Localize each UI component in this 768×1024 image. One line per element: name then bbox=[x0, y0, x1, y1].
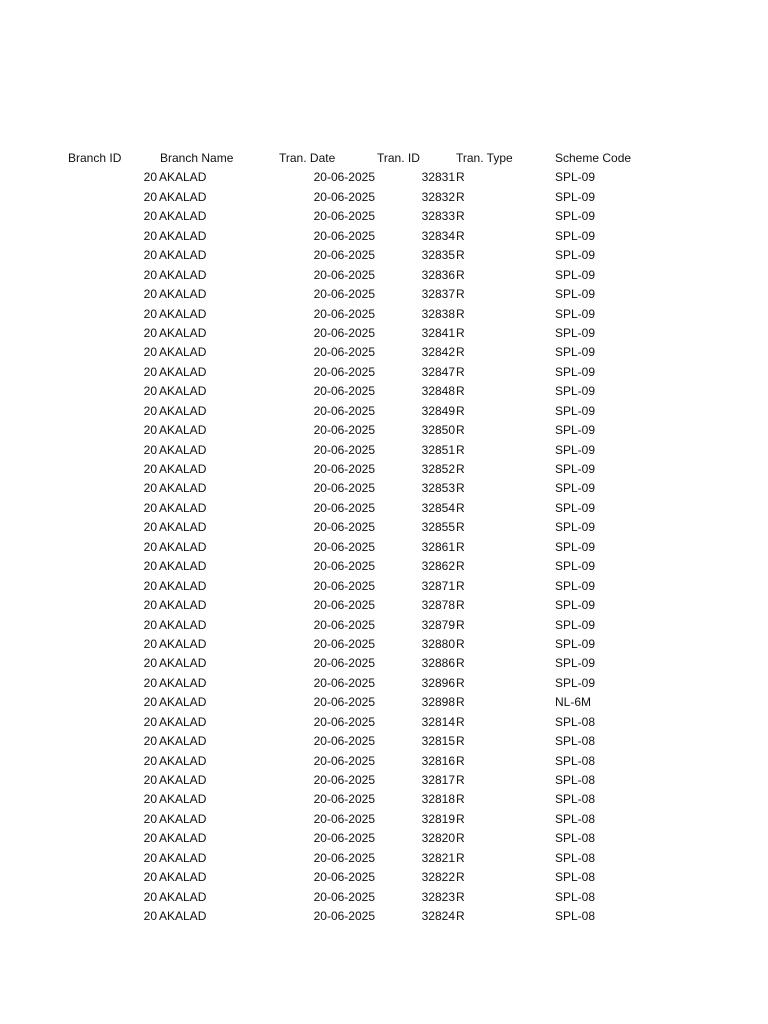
cell-tran-date: 20-06-2025 bbox=[313, 462, 375, 476]
cell-tran-date: 20-06-2025 bbox=[313, 811, 375, 826]
table-row bbox=[0, 693, 768, 712]
cell-branch-name: AKALAD bbox=[159, 481, 207, 496]
cell-tran-date: 20-06-2025 bbox=[313, 753, 375, 768]
cell-tran-id: 32878 bbox=[421, 598, 455, 613]
cell-scheme-code: SPL-09 bbox=[555, 462, 596, 476]
table-row bbox=[0, 868, 768, 887]
cell-branch-name: AKALAD bbox=[159, 364, 207, 379]
cell-tran-id: 32832 bbox=[421, 189, 455, 204]
cell-scheme-code: SPL-08 bbox=[555, 753, 596, 768]
cell-branch-name: AKALAD bbox=[159, 598, 207, 613]
cell-tran-type: R bbox=[456, 656, 465, 671]
cell-scheme-code: SPL-09 bbox=[555, 481, 596, 496]
cell-branch-name: AKALAD bbox=[159, 714, 207, 729]
cell-tran-id: 32824 bbox=[421, 909, 455, 924]
table-row bbox=[0, 577, 768, 596]
cell-branch-name: AKALAD bbox=[159, 675, 207, 690]
cell-scheme-code: SPL-09 bbox=[555, 287, 596, 302]
cell-branch-id: 20 bbox=[143, 403, 157, 418]
cell-tran-date: 20-06-2025 bbox=[313, 189, 375, 204]
cell-tran-id: 32823 bbox=[421, 889, 455, 904]
cell-tran-id: 32831 bbox=[421, 170, 455, 185]
cell-scheme-code: SPL-08 bbox=[555, 811, 596, 826]
cell-scheme-code: SPL-09 bbox=[555, 598, 596, 613]
cell-tran-date: 20-06-2025 bbox=[313, 500, 375, 515]
cell-tran-type: R bbox=[456, 520, 465, 535]
cell-tran-date: 20-06-2025 bbox=[313, 539, 375, 554]
cell-branch-name: AKALAD bbox=[159, 403, 207, 418]
cell-branch-name: AKALAD bbox=[159, 325, 207, 340]
table-row bbox=[0, 207, 768, 226]
cell-tran-type: R bbox=[456, 423, 465, 438]
header-tran-id: Tran. ID bbox=[377, 151, 420, 165]
table-row bbox=[0, 829, 768, 848]
transaction-sheet bbox=[0, 149, 768, 927]
cell-branch-name: AKALAD bbox=[159, 734, 207, 749]
cell-tran-id: 32871 bbox=[421, 578, 455, 593]
table-row bbox=[0, 343, 768, 362]
cell-tran-date: 20-06-2025 bbox=[313, 831, 375, 846]
cell-branch-id: 20 bbox=[143, 345, 157, 360]
cell-branch-name: AKALAD bbox=[159, 870, 207, 885]
cell-scheme-code: SPL-09 bbox=[555, 403, 596, 418]
cell-tran-date: 20-06-2025 bbox=[313, 267, 375, 282]
cell-tran-type: R bbox=[456, 811, 465, 826]
table-row bbox=[0, 460, 768, 479]
table-row bbox=[0, 402, 768, 421]
cell-tran-id: 32833 bbox=[421, 209, 455, 224]
cell-tran-id: 32898 bbox=[421, 695, 455, 710]
cell-scheme-code: SPL-08 bbox=[555, 714, 596, 729]
cell-branch-name: AKALAD bbox=[159, 889, 207, 904]
cell-scheme-code: SPL-09 bbox=[555, 228, 596, 243]
cell-branch-id: 20 bbox=[143, 423, 157, 438]
cell-scheme-code: SPL-09 bbox=[555, 578, 596, 593]
table-row bbox=[0, 518, 768, 537]
cell-branch-id: 20 bbox=[143, 248, 157, 263]
cell-tran-type: R bbox=[456, 403, 465, 418]
table-row bbox=[0, 752, 768, 771]
cell-branch-name: AKALAD bbox=[159, 617, 207, 632]
cell-tran-date: 20-06-2025 bbox=[313, 792, 375, 807]
cell-branch-name: AKALAD bbox=[159, 189, 207, 204]
cell-branch-name: AKALAD bbox=[159, 287, 207, 302]
cell-tran-id: 32818 bbox=[421, 792, 455, 807]
cell-scheme-code: SPL-09 bbox=[555, 345, 596, 360]
cell-tran-id: 32852 bbox=[421, 462, 455, 476]
cell-tran-id: 32817 bbox=[421, 773, 455, 787]
cell-scheme-code: SPL-09 bbox=[555, 500, 596, 515]
cell-tran-date: 20-06-2025 bbox=[313, 656, 375, 671]
cell-branch-name: AKALAD bbox=[159, 462, 207, 476]
table-row bbox=[0, 616, 768, 635]
cell-tran-type: R bbox=[456, 773, 465, 787]
table-row bbox=[0, 888, 768, 907]
cell-scheme-code: SPL-08 bbox=[555, 773, 596, 787]
cell-branch-name: AKALAD bbox=[159, 539, 207, 554]
cell-branch-id: 20 bbox=[143, 870, 157, 885]
table-row bbox=[0, 635, 768, 654]
cell-tran-id: 32861 bbox=[421, 539, 455, 554]
table-row bbox=[0, 168, 768, 187]
header-row bbox=[0, 149, 768, 168]
cell-tran-id: 32835 bbox=[421, 248, 455, 263]
cell-tran-id: 32819 bbox=[421, 811, 455, 826]
cell-scheme-code: SPL-09 bbox=[555, 617, 596, 632]
cell-tran-type: R bbox=[456, 909, 465, 924]
cell-branch-name: AKALAD bbox=[159, 578, 207, 593]
cell-scheme-code: SPL-08 bbox=[555, 792, 596, 807]
table-row bbox=[0, 266, 768, 285]
cell-scheme-code: SPL-09 bbox=[555, 364, 596, 379]
cell-branch-id: 20 bbox=[143, 228, 157, 243]
cell-tran-type: R bbox=[456, 850, 465, 865]
cell-tran-date: 20-06-2025 bbox=[313, 287, 375, 302]
cell-branch-id: 20 bbox=[143, 811, 157, 826]
cell-tran-id: 32834 bbox=[421, 228, 455, 243]
cell-tran-type: R bbox=[456, 306, 465, 321]
cell-branch-name: AKALAD bbox=[159, 209, 207, 224]
cell-scheme-code: SPL-08 bbox=[555, 734, 596, 749]
cell-tran-date: 20-06-2025 bbox=[313, 209, 375, 224]
cell-scheme-code: SPL-09 bbox=[555, 656, 596, 671]
table-row bbox=[0, 499, 768, 518]
table-row bbox=[0, 907, 768, 926]
table-row bbox=[0, 188, 768, 207]
cell-tran-id: 32880 bbox=[421, 636, 455, 651]
cell-scheme-code: SPL-09 bbox=[555, 209, 596, 224]
cell-tran-date: 20-06-2025 bbox=[313, 384, 375, 399]
cell-branch-id: 20 bbox=[143, 850, 157, 865]
cell-tran-id: 32815 bbox=[421, 734, 455, 749]
table-row bbox=[0, 654, 768, 673]
cell-branch-id: 20 bbox=[143, 539, 157, 554]
cell-tran-date: 20-06-2025 bbox=[313, 870, 375, 885]
cell-scheme-code: SPL-08 bbox=[555, 909, 596, 924]
cell-branch-id: 20 bbox=[143, 889, 157, 904]
cell-tran-id: 32814 bbox=[421, 714, 455, 729]
cell-tran-type: R bbox=[456, 267, 465, 282]
table-row bbox=[0, 363, 768, 382]
cell-branch-id: 20 bbox=[143, 773, 157, 787]
cell-tran-type: R bbox=[456, 170, 465, 185]
cell-branch-id: 20 bbox=[143, 734, 157, 749]
cell-scheme-code: SPL-08 bbox=[555, 831, 596, 846]
cell-scheme-code: SPL-09 bbox=[555, 189, 596, 204]
cell-branch-id: 20 bbox=[143, 675, 157, 690]
cell-tran-type: R bbox=[456, 714, 465, 729]
cell-scheme-code: SPL-09 bbox=[555, 170, 596, 185]
cell-branch-id: 20 bbox=[143, 364, 157, 379]
cell-scheme-code: SPL-09 bbox=[555, 384, 596, 399]
cell-tran-date: 20-06-2025 bbox=[313, 889, 375, 904]
cell-branch-name: AKALAD bbox=[159, 909, 207, 924]
cell-tran-type: R bbox=[456, 559, 465, 574]
cell-tran-type: R bbox=[456, 636, 465, 651]
cell-branch-name: AKALAD bbox=[159, 559, 207, 574]
cell-branch-id: 20 bbox=[143, 714, 157, 729]
cell-tran-date: 20-06-2025 bbox=[313, 714, 375, 729]
cell-branch-id: 20 bbox=[143, 695, 157, 710]
cell-tran-id: 32836 bbox=[421, 267, 455, 282]
cell-branch-id: 20 bbox=[143, 306, 157, 321]
cell-branch-name: AKALAD bbox=[159, 792, 207, 807]
cell-scheme-code: SPL-09 bbox=[555, 559, 596, 574]
cell-tran-type: R bbox=[456, 248, 465, 263]
cell-tran-date: 20-06-2025 bbox=[313, 442, 375, 457]
cell-tran-date: 20-06-2025 bbox=[313, 636, 375, 651]
cell-branch-id: 20 bbox=[143, 500, 157, 515]
header-branch-id: Branch ID bbox=[68, 151, 122, 165]
cell-tran-id: 32821 bbox=[421, 850, 455, 865]
cell-branch-id: 20 bbox=[143, 598, 157, 613]
cell-tran-type: R bbox=[456, 753, 465, 768]
cell-tran-date: 20-06-2025 bbox=[313, 170, 375, 185]
table-row bbox=[0, 285, 768, 304]
cell-branch-id: 20 bbox=[143, 442, 157, 457]
cell-tran-date: 20-06-2025 bbox=[313, 325, 375, 340]
cell-scheme-code: SPL-08 bbox=[555, 850, 596, 865]
cell-tran-type: R bbox=[456, 889, 465, 904]
table-row bbox=[0, 849, 768, 868]
header-tran-date: Tran. Date bbox=[279, 151, 336, 165]
table-row bbox=[0, 732, 768, 751]
cell-tran-id: 32841 bbox=[421, 325, 455, 340]
cell-branch-id: 20 bbox=[143, 287, 157, 302]
cell-branch-id: 20 bbox=[143, 578, 157, 593]
cell-tran-id: 32896 bbox=[421, 675, 455, 690]
cell-scheme-code: SPL-09 bbox=[555, 306, 596, 321]
cell-tran-id: 32849 bbox=[421, 403, 455, 418]
cell-tran-date: 20-06-2025 bbox=[313, 617, 375, 632]
cell-tran-date: 20-06-2025 bbox=[313, 598, 375, 613]
cell-tran-date: 20-06-2025 bbox=[313, 909, 375, 924]
cell-branch-name: AKALAD bbox=[159, 228, 207, 243]
table-row bbox=[0, 324, 768, 343]
cell-branch-name: AKALAD bbox=[159, 656, 207, 671]
cell-branch-name: AKALAD bbox=[159, 306, 207, 321]
cell-branch-name: AKALAD bbox=[159, 500, 207, 515]
cell-tran-date: 20-06-2025 bbox=[313, 734, 375, 749]
cell-branch-name: AKALAD bbox=[159, 442, 207, 457]
table-row bbox=[0, 382, 768, 401]
cell-branch-name: AKALAD bbox=[159, 753, 207, 768]
cell-tran-date: 20-06-2025 bbox=[313, 248, 375, 263]
table-row bbox=[0, 227, 768, 246]
table-row bbox=[0, 538, 768, 557]
cell-tran-type: R bbox=[456, 675, 465, 690]
cell-branch-id: 20 bbox=[143, 909, 157, 924]
cell-tran-type: R bbox=[456, 500, 465, 515]
cell-branch-name: AKALAD bbox=[159, 850, 207, 865]
cell-scheme-code: NL-6M bbox=[555, 695, 592, 710]
cell-tran-date: 20-06-2025 bbox=[313, 850, 375, 865]
table-row bbox=[0, 246, 768, 265]
cell-tran-type: R bbox=[456, 345, 465, 360]
cell-tran-date: 20-06-2025 bbox=[313, 364, 375, 379]
table-row bbox=[0, 479, 768, 498]
table-row bbox=[0, 557, 768, 576]
cell-tran-id: 32838 bbox=[421, 306, 455, 321]
cell-tran-type: R bbox=[456, 384, 465, 399]
cell-branch-name: AKALAD bbox=[159, 695, 207, 710]
cell-tran-date: 20-06-2025 bbox=[313, 773, 375, 787]
cell-tran-type: R bbox=[456, 364, 465, 379]
cell-tran-type: R bbox=[456, 209, 465, 224]
cell-tran-date: 20-06-2025 bbox=[313, 345, 375, 360]
cell-branch-id: 20 bbox=[143, 384, 157, 399]
cell-branch-id: 20 bbox=[143, 559, 157, 574]
cell-tran-type: R bbox=[456, 442, 465, 457]
cell-branch-name: AKALAD bbox=[159, 773, 207, 787]
cell-tran-date: 20-06-2025 bbox=[313, 228, 375, 243]
cell-tran-id: 32822 bbox=[421, 870, 455, 885]
cell-tran-type: R bbox=[456, 831, 465, 846]
cell-branch-id: 20 bbox=[143, 209, 157, 224]
cell-branch-id: 20 bbox=[143, 189, 157, 204]
cell-tran-id: 32853 bbox=[421, 481, 455, 496]
cell-scheme-code: SPL-09 bbox=[555, 423, 596, 438]
cell-branch-name: AKALAD bbox=[159, 345, 207, 360]
cell-branch-id: 20 bbox=[143, 753, 157, 768]
cell-branch-name: AKALAD bbox=[159, 636, 207, 651]
cell-scheme-code: SPL-09 bbox=[555, 442, 596, 457]
cell-branch-id: 20 bbox=[143, 656, 157, 671]
cell-branch-name: AKALAD bbox=[159, 831, 207, 846]
cell-tran-type: R bbox=[456, 870, 465, 885]
cell-tran-id: 32851 bbox=[421, 442, 455, 457]
cell-tran-id: 32848 bbox=[421, 384, 455, 399]
cell-tran-date: 20-06-2025 bbox=[313, 481, 375, 496]
cell-tran-type: R bbox=[456, 578, 465, 593]
cell-tran-id: 32842 bbox=[421, 345, 455, 360]
cell-tran-type: R bbox=[456, 189, 465, 204]
cell-tran-type: R bbox=[456, 228, 465, 243]
cell-branch-id: 20 bbox=[143, 481, 157, 496]
table-row bbox=[0, 305, 768, 324]
cell-branch-name: AKALAD bbox=[159, 248, 207, 263]
cell-branch-name: AKALAD bbox=[159, 267, 207, 282]
cell-branch-name: AKALAD bbox=[159, 423, 207, 438]
cell-tran-type: R bbox=[456, 287, 465, 302]
cell-tran-id: 32862 bbox=[421, 559, 455, 574]
cell-tran-date: 20-06-2025 bbox=[313, 520, 375, 535]
cell-tran-date: 20-06-2025 bbox=[313, 695, 375, 710]
cell-branch-id: 20 bbox=[143, 462, 157, 476]
cell-scheme-code: SPL-09 bbox=[555, 520, 596, 535]
cell-tran-date: 20-06-2025 bbox=[313, 423, 375, 438]
cell-scheme-code: SPL-09 bbox=[555, 636, 596, 651]
cell-tran-id: 32886 bbox=[421, 656, 455, 671]
cell-branch-id: 20 bbox=[143, 792, 157, 807]
cell-tran-id: 32847 bbox=[421, 364, 455, 379]
cell-tran-type: R bbox=[456, 792, 465, 807]
cell-tran-date: 20-06-2025 bbox=[313, 403, 375, 418]
cell-branch-id: 20 bbox=[143, 831, 157, 846]
cell-branch-name: AKALAD bbox=[159, 170, 207, 185]
cell-scheme-code: SPL-09 bbox=[555, 267, 596, 282]
table-body bbox=[0, 168, 768, 926]
cell-tran-id: 32820 bbox=[421, 831, 455, 846]
table-row bbox=[0, 596, 768, 615]
cell-tran-id: 32854 bbox=[421, 500, 455, 515]
cell-branch-name: AKALAD bbox=[159, 811, 207, 826]
table-row bbox=[0, 441, 768, 460]
cell-branch-id: 20 bbox=[143, 267, 157, 282]
cell-scheme-code: SPL-09 bbox=[555, 539, 596, 554]
cell-tran-type: R bbox=[456, 695, 465, 710]
cell-tran-type: R bbox=[456, 617, 465, 632]
cell-scheme-code: SPL-09 bbox=[555, 325, 596, 340]
cell-tran-id: 32816 bbox=[421, 753, 455, 768]
cell-branch-id: 20 bbox=[143, 636, 157, 651]
cell-tran-id: 32879 bbox=[421, 617, 455, 632]
cell-branch-id: 20 bbox=[143, 170, 157, 185]
cell-tran-id: 32855 bbox=[421, 520, 455, 535]
cell-branch-id: 20 bbox=[143, 520, 157, 535]
table-row bbox=[0, 674, 768, 693]
cell-tran-id: 32837 bbox=[421, 287, 455, 302]
cell-scheme-code: SPL-08 bbox=[555, 889, 596, 904]
header-branch-name: Branch Name bbox=[160, 151, 234, 165]
table-row bbox=[0, 790, 768, 809]
cell-tran-date: 20-06-2025 bbox=[313, 559, 375, 574]
cell-branch-name: AKALAD bbox=[159, 384, 207, 399]
cell-tran-type: R bbox=[456, 539, 465, 554]
cell-tran-id: 32850 bbox=[421, 423, 455, 438]
cell-tran-date: 20-06-2025 bbox=[313, 578, 375, 593]
cell-tran-type: R bbox=[456, 462, 465, 476]
table-row bbox=[0, 810, 768, 829]
cell-tran-date: 20-06-2025 bbox=[313, 675, 375, 690]
cell-tran-type: R bbox=[456, 598, 465, 613]
cell-branch-id: 20 bbox=[143, 617, 157, 632]
table-row bbox=[0, 771, 768, 790]
cell-tran-type: R bbox=[456, 734, 465, 749]
header-scheme-code: Scheme Code bbox=[555, 151, 632, 165]
cell-tran-date: 20-06-2025 bbox=[313, 306, 375, 321]
cell-tran-type: R bbox=[456, 325, 465, 340]
table-row bbox=[0, 713, 768, 732]
cell-scheme-code: SPL-09 bbox=[555, 248, 596, 263]
cell-branch-name: AKALAD bbox=[159, 520, 207, 535]
cell-branch-id: 20 bbox=[143, 325, 157, 340]
table-row bbox=[0, 421, 768, 440]
header-tran-type: Tran. Type bbox=[456, 151, 513, 165]
cell-scheme-code: SPL-09 bbox=[555, 675, 596, 690]
cell-scheme-code: SPL-08 bbox=[555, 870, 596, 885]
cell-tran-type: R bbox=[456, 481, 465, 496]
